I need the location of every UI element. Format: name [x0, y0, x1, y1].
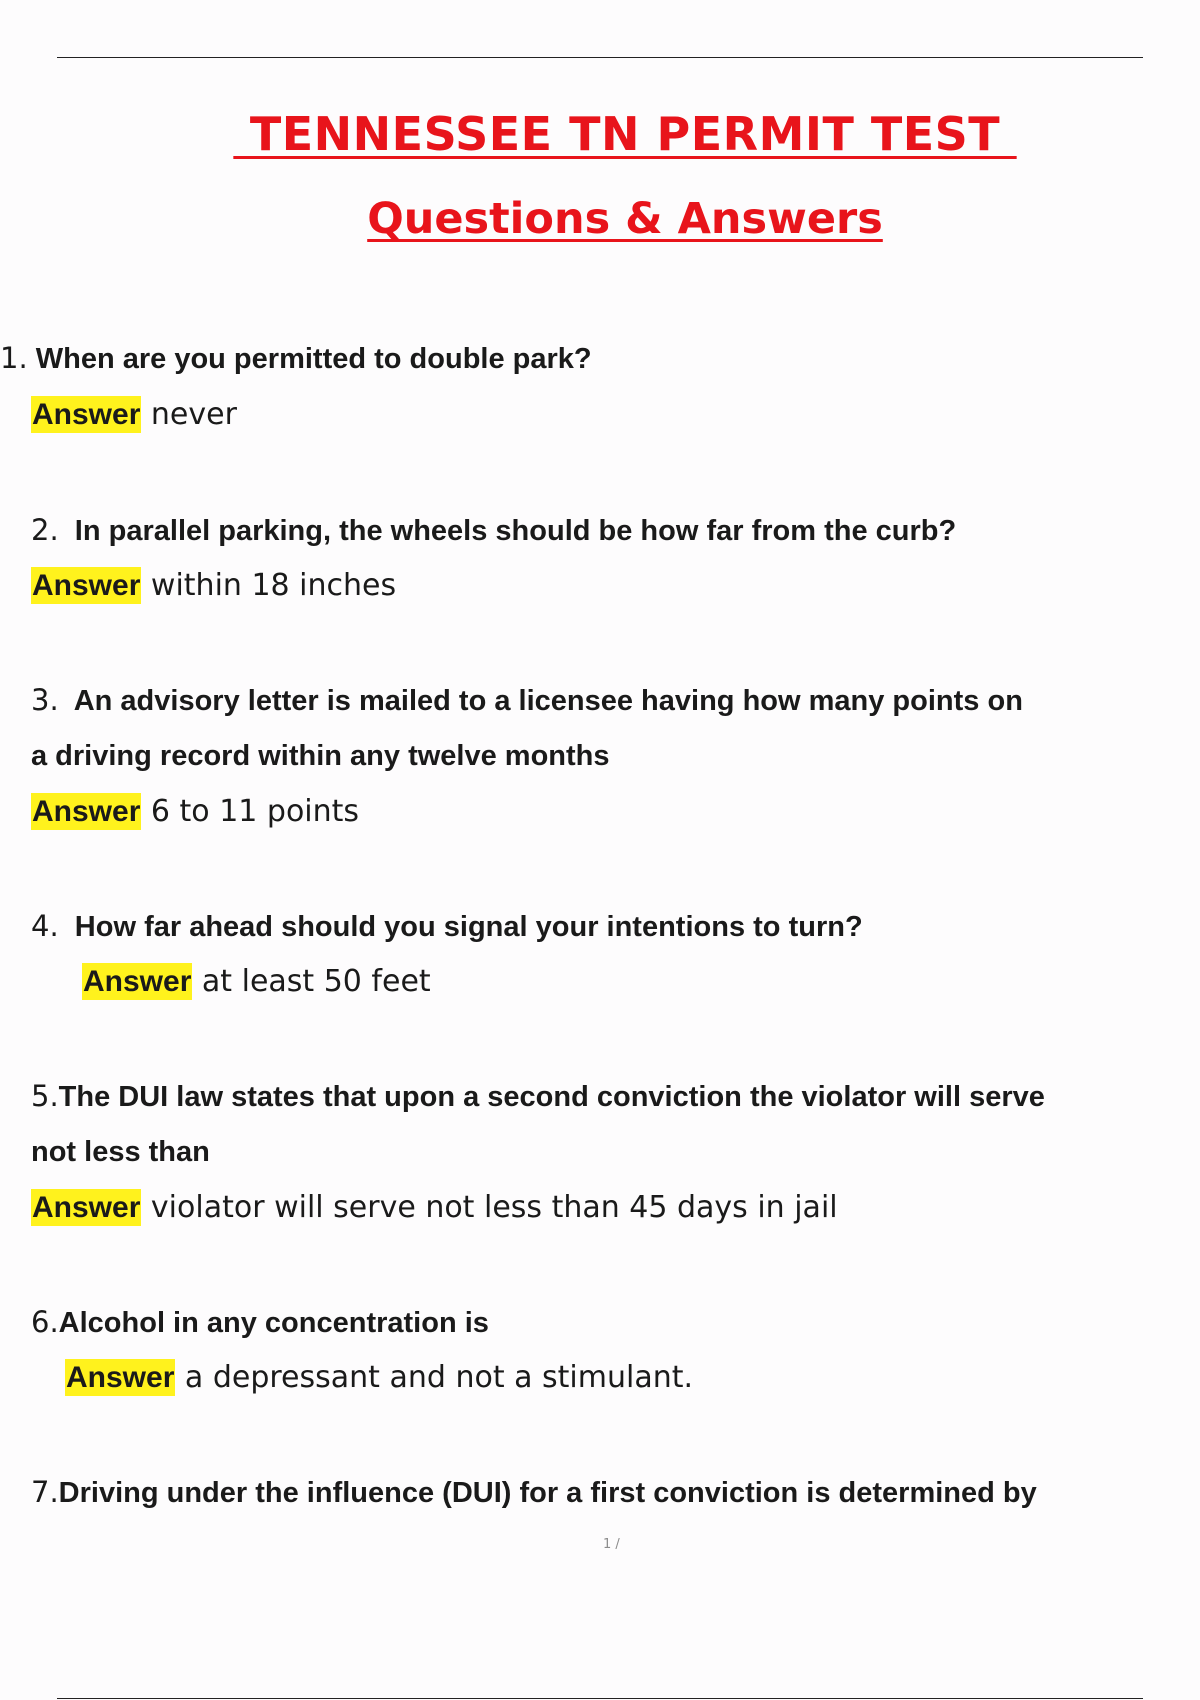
question-3 [31, 672, 1023, 729]
question-number: 5. [31, 1079, 59, 1113]
question-number: 3. [31, 683, 59, 717]
answer-5 [31, 1190, 838, 1225]
answer-label: Answer [66, 1361, 175, 1394]
question-number: 7. [31, 1475, 59, 1509]
bottom-rule [57, 1698, 1143, 1699]
answer-text: at least 50 feet [201, 964, 431, 999]
answer-3 [31, 794, 359, 829]
question-text-line-2: not less than [31, 1136, 210, 1168]
answer-label: Answer [32, 1191, 141, 1224]
top-rule [57, 57, 1143, 58]
answer-text: never [150, 397, 237, 432]
answer-2 [31, 568, 396, 603]
question-number: 1. [0, 341, 28, 375]
document-subtitle: Questions & Answers [367, 194, 883, 244]
answer-text: within 18 inches [150, 568, 397, 603]
answer-label: Answer [32, 398, 141, 431]
question-text: How far ahead should you signal your intentions to turn? [74, 911, 863, 943]
question-1 [0, 330, 592, 387]
question-text: When are you permitted to double park? [35, 343, 592, 375]
question-text-line-2: a driving record within any twelve months [31, 740, 610, 772]
answer-text: violator will serve not less than 45 days in jail [150, 1190, 838, 1225]
answer-1 [31, 397, 237, 432]
answer-label: Answer [32, 795, 141, 828]
question-text: Driving under the influence (DUI) for a first conviction is determined by [58, 1477, 1037, 1509]
question-text: In parallel parking, the wheels should be how far from the curb? [74, 515, 957, 547]
question-5 [31, 1068, 1045, 1125]
question-7 [31, 1464, 1037, 1521]
answer-6 [65, 1360, 693, 1395]
question-4 [31, 898, 863, 955]
question-text-line-1: An advisory letter is mailed to a licensee having how many points on [73, 685, 1023, 717]
answer-label: Answer [32, 569, 141, 602]
question-3-continued [31, 728, 610, 784]
question-text: Alcohol in any concentration is [58, 1307, 489, 1339]
answer-text: a depressant and not a stimulant. [184, 1360, 694, 1395]
answer-text: 6 to 11 points [150, 794, 360, 829]
question-number: 4. [31, 909, 59, 943]
question-5-continued [31, 1124, 210, 1180]
question-6 [31, 1294, 489, 1351]
question-number: 2. [31, 513, 59, 547]
answer-label: Answer [83, 965, 192, 998]
question-number: 6. [31, 1305, 59, 1339]
question-text-line-1: The DUI law states that upon a second conviction the violator will serve [58, 1081, 1045, 1113]
document-title: TENNESSEE TN PERMIT TEST [233, 107, 1017, 161]
page-number: 1 / [603, 1537, 620, 1552]
answer-4 [82, 964, 431, 999]
question-2 [31, 502, 956, 559]
